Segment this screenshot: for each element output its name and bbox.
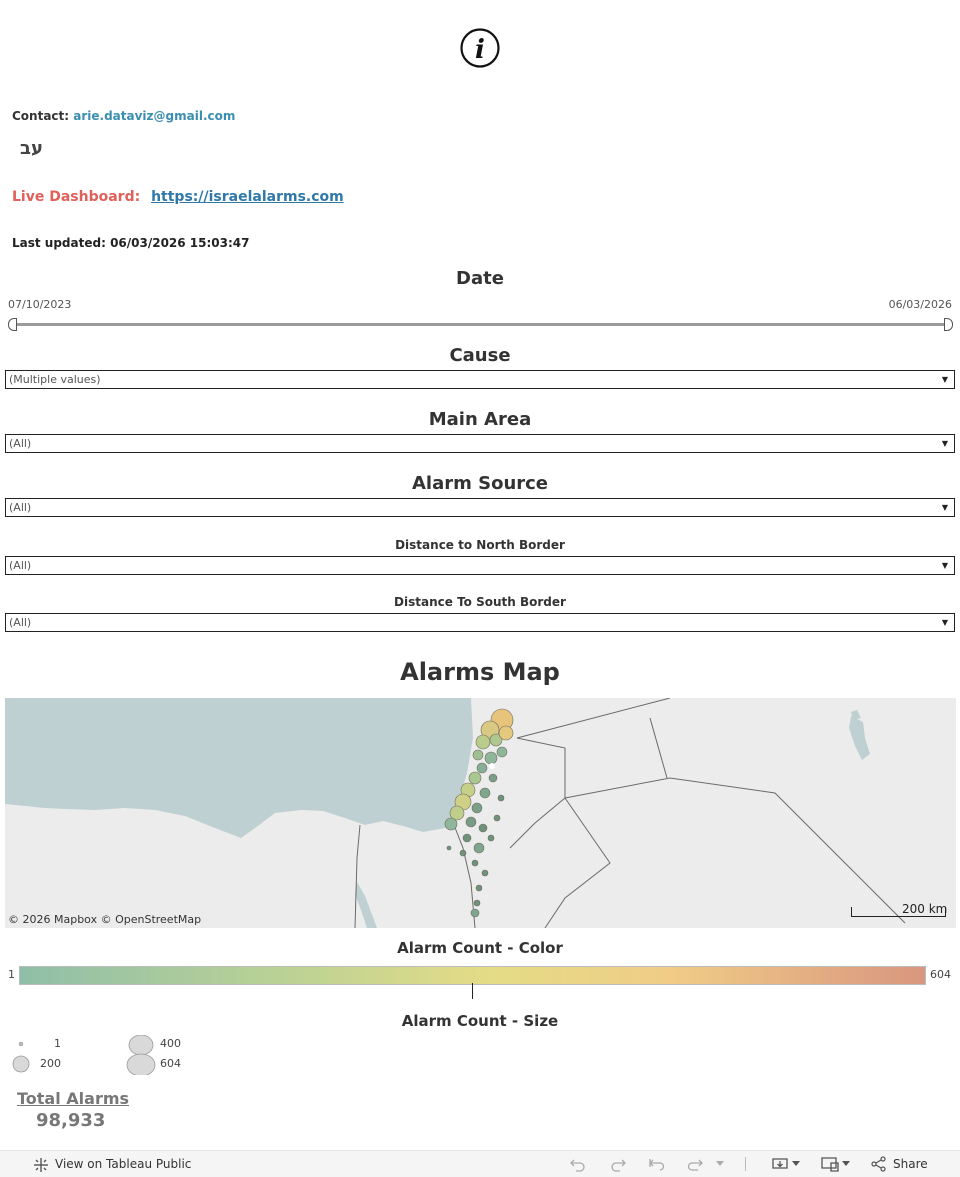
size-legend-title: Alarm Count - Size [401,1012,559,1030]
alarms-map[interactable] [5,698,956,928]
alarm-source-filter-title: Alarm Source [411,473,549,494]
alarm-source-dropdown-value: (All) [9,501,32,514]
dropdown-arrow-icon: ▼ [941,439,948,448]
alarm-source-dropdown[interactable] [5,498,955,517]
info-icon[interactable] [460,28,500,68]
undo-icon[interactable] [569,1156,587,1172]
dropdown-arrow-icon: ▼ [941,375,948,384]
refresh-icon[interactable] [686,1156,704,1172]
dropdown-arrow-icon: ▼ [941,618,948,627]
size-legend-label: 1 [54,1037,61,1050]
south-border-filter-title: Distance To South Border [394,595,566,609]
language-toggle[interactable]: עב [20,138,43,159]
north-border-dropdown-value: (All) [9,559,32,572]
size-legend-symbols [10,1035,170,1075]
color-legend-min: 1 [8,968,15,981]
live-dashboard-label: Live Dashboard: [12,189,141,205]
date-filter-title: Date [456,268,504,289]
last-updated: Last updated: 06/03/2026 15:03:47 [12,236,250,250]
chevron-down-icon[interactable] [842,1161,850,1167]
main-area-filter-title: Main Area [428,409,532,430]
date-slider-end-handle[interactable] [944,318,953,331]
chevron-down-icon[interactable] [716,1161,724,1167]
north-border-dropdown[interactable] [5,556,955,575]
live-dashboard-line [12,189,344,205]
share-button[interactable]: Share [893,1157,928,1171]
size-legend-label: 200 [40,1057,61,1070]
toolbar-divider [745,1157,746,1171]
color-legend-max: 604 [930,968,951,981]
main-area-dropdown[interactable] [5,434,955,453]
date-slider-start-handle[interactable] [8,318,17,331]
contact-line [12,109,235,123]
map-title: Alarms Map [400,658,560,686]
chevron-down-icon[interactable] [792,1161,800,1167]
redo-icon[interactable] [609,1156,627,1172]
south-border-dropdown[interactable] [5,613,955,632]
date-slider-track[interactable] [12,323,950,326]
total-alarms-label: Total Alarms [17,1089,130,1108]
color-legend-marker [472,983,473,999]
south-border-dropdown-value: (All) [9,616,32,629]
map-scale-label: 200 km [902,902,948,916]
main-area-dropdown-value: (All) [9,437,32,450]
map-attribution: © 2026 Mapbox © OpenStreetMap [8,913,202,926]
cause-dropdown[interactable] [5,370,955,389]
tableau-logo-icon [33,1157,49,1173]
size-legend-label: 400 [160,1037,181,1050]
contact-label: Contact: [12,109,70,123]
cause-dropdown-value: (Multiple values) [9,373,101,386]
total-alarms-value: 98,933 [36,1110,106,1131]
date-range-end: 06/03/2026 [888,298,952,311]
tableau-toolbar [0,1150,960,1177]
live-dashboard-link[interactable]: https://israelalarms.com [151,189,344,205]
download-icon[interactable] [772,1156,790,1172]
color-legend-title: Alarm Count - Color [397,939,563,957]
contact-email-link[interactable]: arie.dataviz@gmail.com [73,109,236,123]
cause-filter-title: Cause [449,345,511,366]
dropdown-arrow-icon: ▼ [941,561,948,570]
share-icon[interactable] [870,1156,888,1172]
revert-icon[interactable] [648,1156,666,1172]
date-range-start: 07/10/2023 [8,298,72,311]
device-layout-icon[interactable] [821,1156,839,1172]
view-on-tableau-link[interactable]: View on Tableau Public [55,1157,192,1171]
north-border-filter-title: Distance to North Border [395,538,565,552]
size-legend-label: 604 [160,1057,181,1070]
dropdown-arrow-icon: ▼ [941,503,948,512]
svg-text:i: i [475,35,485,65]
